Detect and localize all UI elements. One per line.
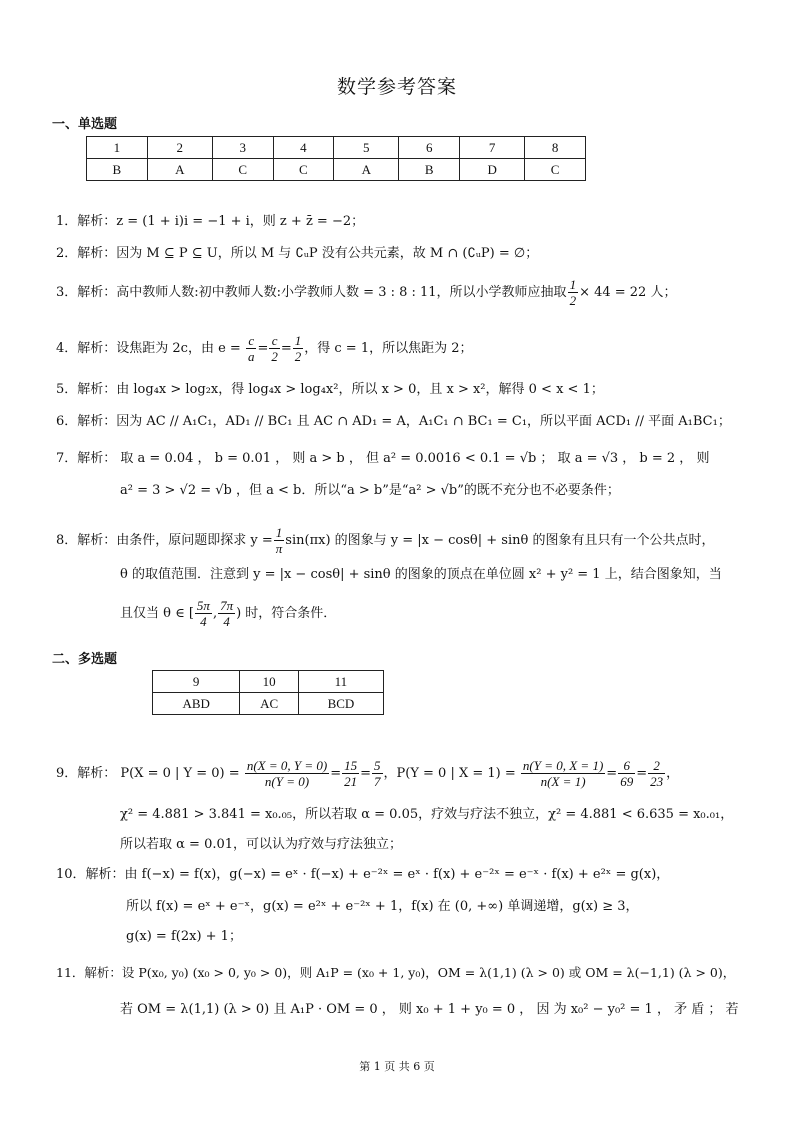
- solution-8-line-1: [56, 525, 714, 556]
- denominator: 2: [294, 349, 302, 364]
- denominator: 2: [271, 349, 278, 364]
- table-cell: 1: [87, 137, 148, 159]
- single-choice-answer-table: [86, 136, 586, 181]
- table-cell: B: [87, 159, 148, 181]
- fraction: [274, 525, 285, 556]
- table-cell: 9: [153, 671, 240, 693]
- table-row: [87, 137, 586, 159]
- numerator: 2: [648, 758, 665, 774]
- numerator: 6: [618, 758, 635, 774]
- numerator: 5π: [196, 598, 210, 613]
- fraction: [293, 333, 304, 364]
- denominator: 4: [223, 614, 230, 629]
- solution-text: ，P(Y = 0 | X = 1) =: [383, 766, 516, 781]
- table-cell: C: [212, 159, 273, 181]
- solution-11-line-2: 若 OM = λ(1,1) (λ > 0) 且 A₁P · OM = 0 ， 则 x₀ + 1 + y₀ = 0 ， 因 为 x₀² − y₀² = 1 ， 矛 盾 ； 若: [120, 1002, 739, 1017]
- denominator: n(X = 1): [540, 774, 586, 789]
- solution-11-line-1: 11．解析：设 P(x₀, y₀) (x₀ > 0, y₀ > 0)，则 A₁P = (x₀ + 1, y₀)，OM = λ(1,1) (λ > 0) 或 OM = λ(−1,1) (λ > 0)，: [56, 965, 736, 980]
- table-cell: A: [334, 159, 399, 181]
- table-cell: 5: [334, 137, 399, 159]
- solution-10-line-3: g(x) = f(2x) + 1；: [126, 929, 242, 944]
- numerator: 7π: [220, 598, 234, 613]
- table-cell: 4: [273, 137, 334, 159]
- fraction: [648, 758, 665, 789]
- numerator: c: [269, 333, 280, 349]
- numerator: c: [246, 333, 257, 349]
- table-cell: ABD: [153, 693, 240, 715]
- solution-text: 3．解析：高中教师人数:初中教师人数:小学教师人数 = 3 : 8 : 11，所以小学教师应抽取: [56, 285, 567, 300]
- numerator: 1: [274, 525, 285, 541]
- table-cell: C: [525, 159, 586, 181]
- solution-7-line-1: 7．解析： 取 a = 0.04 ， b = 0.01 ， 则 a > b ， 但 a² = 0.0016 < 0.1 = √b ； 取 a = √3 ， b = 2 ， 则: [56, 451, 710, 466]
- solution-text: ，得 c = 1，所以焦距为 2；: [304, 341, 473, 356]
- table-cell: 11: [298, 671, 383, 693]
- denominator: n(Y = 0): [264, 774, 310, 789]
- fraction: [269, 333, 280, 364]
- denominator: 7: [374, 774, 381, 789]
- table-cell: A: [147, 159, 212, 181]
- fraction: [342, 758, 359, 789]
- solution-9-line-2: χ² = 4.881 > 3.841 = x₀.₀₅，所以若取 α = 0.05，疗效与疗法不独立，χ² = 4.881 < 6.635 = x₀.₀₁，: [120, 807, 734, 822]
- fraction: [568, 277, 579, 308]
- table-cell: 10: [240, 671, 299, 693]
- solution-4: 4．解析：设焦距为 2c，由 e = $\frac{c}{a}$ = $\frac{c}{2}$ = $\frac{1}{2}$ ，得 c = 1，所以焦距为 2；: [56, 333, 473, 364]
- denominator: 69: [620, 774, 634, 789]
- numerator: n(X = 0, Y = 0): [246, 758, 328, 773]
- page-title: 数学参考答案: [336, 76, 457, 98]
- table-cell: 6: [399, 137, 460, 159]
- table-cell: 7: [460, 137, 525, 159]
- section-heading-multi: 二、多选题: [52, 652, 118, 667]
- table-row: [87, 159, 586, 181]
- table-cell: 2: [147, 137, 212, 159]
- table-row: [153, 671, 384, 693]
- section-heading-single: 一、单选题: [52, 117, 118, 132]
- fraction: [521, 758, 605, 789]
- table-cell: 3: [212, 137, 273, 159]
- fraction: [195, 598, 212, 629]
- solution-9-line-3: 所以若取 α = 0.01，可以认为疗效与疗法独立；: [120, 837, 403, 852]
- denominator: 23: [650, 774, 664, 789]
- solution-9-line-1: 9．解析： P(X = 0 | Y = 0) = $\frac{n(X = 0, Y = 0)}{n(Y = 0)}$ = $\frac{15}{21}$ = $\frac{5}{7}$ ，P(Y = 0 | X = 1) = $\frac{n(Y = 0, X = 1)}{n(X = 1)}$ = $\frac{6}{69}$ = $\frac{2}{23}$ ，: [56, 758, 680, 789]
- table-cell: AC: [240, 693, 299, 715]
- denominator: a: [247, 349, 255, 364]
- denominator: 2: [569, 293, 577, 308]
- table-cell: 8: [525, 137, 586, 159]
- solution-8-line-3: 且仅当 θ ∈ [ $\frac{5\pi}{4}$ , $\frac{7\pi}{4}$ ) 时，符合条件．: [120, 598, 337, 629]
- solution-1: 1．解析：z = (1 + i)i = −1 + i，则 z + z̄ = −2；: [56, 214, 365, 229]
- denominator: π: [275, 541, 283, 556]
- fraction: [218, 598, 235, 629]
- multi-choice-answer-table: [152, 670, 384, 715]
- solution-text: 4．解析：设焦距为 2c，由 e =: [56, 341, 241, 356]
- numerator: n(Y = 0, X = 1): [522, 758, 604, 773]
- solution-text: × 44 = 22 人；: [579, 285, 677, 300]
- fraction: [246, 333, 257, 364]
- fraction: [245, 758, 329, 789]
- solution-2: 2．解析：因为 M ⊆ P ⊆ U，所以 M 与 ∁ᵤP 没有公共元素，故 M ∩ (∁ᵤP) = ∅；: [56, 246, 539, 261]
- numerator: 1: [569, 277, 577, 292]
- solution-text: 且仅当 θ ∈ [: [120, 606, 194, 621]
- table-cell: B: [399, 159, 460, 181]
- denominator: 4: [200, 614, 207, 629]
- table-cell: C: [273, 159, 334, 181]
- denominator: 21: [344, 774, 358, 789]
- solution-10-line-1: 10．解析：由 f(−x) = f(x)，g(−x) = eˣ · f(−x) + e⁻²ˣ = eˣ · f(x) + e⁻²ˣ = e⁻ˣ · f(x) + e²ˣ = g(x)，: [56, 867, 670, 882]
- numerator: 1: [294, 333, 302, 348]
- fraction: [618, 758, 635, 789]
- solution-text: 9．解析： P(X = 0 | Y = 0) =: [56, 766, 240, 781]
- solution-7-line-2: a² = 3 > √2 = √b ，但 a < b．所以“a > b”是“a² > √b”的既不充分也不必要条件；: [120, 483, 620, 498]
- page-footer: 第 1 页 共 6 页: [359, 1060, 435, 1073]
- numerator: 5: [374, 758, 381, 773]
- solution-3: [56, 277, 676, 308]
- solution-6: 6．解析：因为 AC // A₁C₁，AD₁ // BC₁ 且 AC ∩ AD₁ = A，A₁C₁ ∩ BC₁ = C₁，所以平面 ACD₁ // 平面 A₁BC₁；: [56, 414, 731, 429]
- solution-10-line-2: 所以 f(x) = eˣ + e⁻ˣ，g(x) = e²ˣ + e⁻²ˣ + 1，f(x) 在 (0, +∞) 单调递增，g(x) ≥ 3，: [126, 899, 639, 914]
- solution-8-line-2: θ 的取值范围．注意到 y = |x − cosθ| + sinθ 的图象的顶点在单位圆 x² + y² = 1 上，结合图象知，当: [120, 567, 722, 582]
- solution-text: sin(πx) 的图象与 y = |x − cosθ| + sinθ 的图象有且只有一个公共点时，: [285, 533, 715, 548]
- table-row: [153, 693, 384, 715]
- solution-text: ) 时，符合条件．: [236, 606, 337, 621]
- solution-text: 8．解析：由条件，原问题即探求 y =: [56, 533, 273, 548]
- table-cell: BCD: [298, 693, 383, 715]
- numerator: 15: [344, 758, 358, 773]
- table-cell: D: [460, 159, 525, 181]
- solution-5: 5．解析：由 log₄x > log₂x，得 log₄x > log₄x²，所以 x > 0，且 x > x²，解得 0 < x < 1；: [56, 382, 604, 397]
- fraction: [372, 758, 383, 789]
